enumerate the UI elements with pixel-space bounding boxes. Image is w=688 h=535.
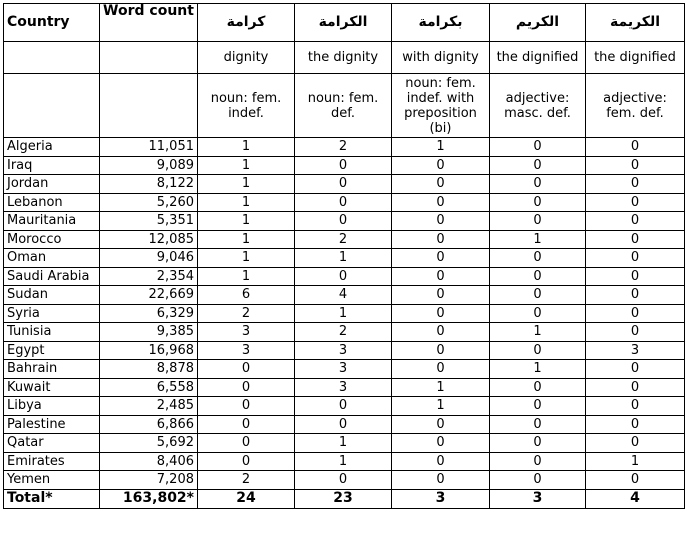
empty-cell xyxy=(4,42,100,74)
count-cell: 0 xyxy=(490,267,586,286)
count-cell: 1 xyxy=(295,249,392,268)
count-cell: 0 xyxy=(392,304,490,323)
country-cell: Iraq xyxy=(4,156,100,175)
table-row xyxy=(4,193,685,212)
total-value: 24 xyxy=(198,489,295,508)
count-cell: 0 xyxy=(490,397,586,416)
count-cell: 0 xyxy=(392,230,490,249)
count-cell: 0 xyxy=(198,397,295,416)
count-cell: 0 xyxy=(586,267,685,286)
total-value: 3 xyxy=(392,489,490,508)
count-cell: 0 xyxy=(586,415,685,434)
word-count-header: Word count xyxy=(100,4,198,42)
count-cell: 0 xyxy=(490,212,586,231)
count-cell: 2 xyxy=(295,230,392,249)
count-cell: 2 xyxy=(198,304,295,323)
table-row xyxy=(4,341,685,360)
count-cell: 0 xyxy=(392,212,490,231)
count-cell: 0 xyxy=(392,249,490,268)
table-row xyxy=(4,249,685,268)
arabic-term-header: الكريم xyxy=(490,4,586,42)
count-cell: 0 xyxy=(392,471,490,490)
count-cell: 0 xyxy=(586,434,685,453)
count-cell: 0 xyxy=(490,341,586,360)
count-cell: 0 xyxy=(295,175,392,194)
count-cell: 0 xyxy=(586,156,685,175)
table-row xyxy=(4,212,685,231)
count-cell: 0 xyxy=(586,323,685,342)
count-cell: 1 xyxy=(198,193,295,212)
count-cell: 3 xyxy=(586,341,685,360)
total-value: 3 xyxy=(490,489,586,508)
data-body xyxy=(4,138,685,490)
grammar-cell: noun: fem. def. xyxy=(295,74,392,138)
word-count-cell: 8,406 xyxy=(100,452,198,471)
count-cell: 1 xyxy=(392,138,490,157)
word-count-cell: 5,260 xyxy=(100,193,198,212)
country-cell: Syria xyxy=(4,304,100,323)
arabic-term-header: كرامة xyxy=(198,4,295,42)
count-cell: 0 xyxy=(295,397,392,416)
count-cell: 0 xyxy=(295,212,392,231)
count-cell: 0 xyxy=(295,267,392,286)
word-count-cell: 12,085 xyxy=(100,230,198,249)
gloss-cell: the dignified xyxy=(490,42,586,74)
count-cell: 0 xyxy=(198,452,295,471)
country-cell: Kuwait xyxy=(4,378,100,397)
count-cell: 0 xyxy=(490,378,586,397)
word-count-cell: 16,968 xyxy=(100,341,198,360)
count-cell: 0 xyxy=(490,138,586,157)
count-cell: 0 xyxy=(198,434,295,453)
country-header: Country xyxy=(4,4,100,42)
count-cell: 0 xyxy=(198,415,295,434)
count-cell: 1 xyxy=(198,138,295,157)
gloss-cell: dignity xyxy=(198,42,295,74)
count-cell: 0 xyxy=(392,360,490,379)
total-row xyxy=(4,489,685,508)
table-row xyxy=(4,267,685,286)
total-value: 23 xyxy=(295,489,392,508)
count-cell: 6 xyxy=(198,286,295,305)
count-cell: 1 xyxy=(198,156,295,175)
country-cell: Libya xyxy=(4,397,100,416)
country-cell: Lebanon xyxy=(4,193,100,212)
count-cell: 0 xyxy=(586,175,685,194)
total-label: Total* xyxy=(4,489,100,508)
grammar-cell: adjective: fem. def. xyxy=(586,74,685,138)
table-row xyxy=(4,175,685,194)
count-cell: 0 xyxy=(586,249,685,268)
table-row xyxy=(4,286,685,305)
count-cell: 0 xyxy=(295,415,392,434)
count-cell: 1 xyxy=(392,378,490,397)
word-count-cell: 7,208 xyxy=(100,471,198,490)
count-cell: 1 xyxy=(392,397,490,416)
word-count-cell: 5,692 xyxy=(100,434,198,453)
country-cell: Emirates xyxy=(4,452,100,471)
count-cell: 0 xyxy=(198,378,295,397)
word-count-cell: 11,051 xyxy=(100,138,198,157)
total-word-count: 163,802* xyxy=(100,489,198,508)
country-cell: Sudan xyxy=(4,286,100,305)
count-cell: 0 xyxy=(490,156,586,175)
word-count-cell: 6,558 xyxy=(100,378,198,397)
count-cell: 1 xyxy=(295,452,392,471)
country-cell: Mauritania xyxy=(4,212,100,231)
count-cell: 0 xyxy=(490,286,586,305)
count-cell: 1 xyxy=(295,434,392,453)
count-cell: 0 xyxy=(490,249,586,268)
count-cell: 0 xyxy=(490,304,586,323)
country-cell: Tunisia xyxy=(4,323,100,342)
word-frequency-table xyxy=(3,3,685,509)
total-value: 4 xyxy=(586,489,685,508)
word-count-cell: 22,669 xyxy=(100,286,198,305)
count-cell: 1 xyxy=(198,175,295,194)
count-cell: 3 xyxy=(295,378,392,397)
gloss-cell: the dignity xyxy=(295,42,392,74)
count-cell: 0 xyxy=(392,415,490,434)
count-cell: 0 xyxy=(392,193,490,212)
count-cell: 0 xyxy=(392,341,490,360)
gloss-cell: the dignified xyxy=(586,42,685,74)
country-cell: Palestine xyxy=(4,415,100,434)
count-cell: 0 xyxy=(295,193,392,212)
table-row xyxy=(4,323,685,342)
grammar-cell: noun: fem. indef. with preposition (bi) xyxy=(392,74,490,138)
empty-cell xyxy=(100,42,198,74)
gloss-row xyxy=(4,42,685,74)
count-cell: 0 xyxy=(586,286,685,305)
count-cell: 0 xyxy=(586,378,685,397)
count-cell: 1 xyxy=(198,230,295,249)
count-cell: 0 xyxy=(295,156,392,175)
arabic-term-header: بكرامة xyxy=(392,4,490,42)
table-row xyxy=(4,397,685,416)
word-count-cell: 6,329 xyxy=(100,304,198,323)
header-row xyxy=(4,4,685,42)
count-cell: 2 xyxy=(198,471,295,490)
count-cell: 3 xyxy=(295,341,392,360)
table-row xyxy=(4,304,685,323)
country-cell: Algeria xyxy=(4,138,100,157)
count-cell: 0 xyxy=(392,175,490,194)
count-cell: 1 xyxy=(586,452,685,471)
word-count-cell: 8,122 xyxy=(100,175,198,194)
word-count-cell: 9,089 xyxy=(100,156,198,175)
count-cell: 3 xyxy=(198,341,295,360)
count-cell: 2 xyxy=(295,323,392,342)
table-row xyxy=(4,471,685,490)
country-cell: Oman xyxy=(4,249,100,268)
word-count-cell: 9,385 xyxy=(100,323,198,342)
country-cell: Bahrain xyxy=(4,360,100,379)
word-count-cell: 2,485 xyxy=(100,397,198,416)
country-cell: Morocco xyxy=(4,230,100,249)
count-cell: 1 xyxy=(198,212,295,231)
country-cell: Egypt xyxy=(4,341,100,360)
count-cell: 1 xyxy=(295,304,392,323)
count-cell: 0 xyxy=(392,156,490,175)
arabic-term-header: الكرامة xyxy=(295,4,392,42)
count-cell: 0 xyxy=(490,175,586,194)
country-cell: Jordan xyxy=(4,175,100,194)
count-cell: 4 xyxy=(295,286,392,305)
word-count-cell: 9,046 xyxy=(100,249,198,268)
count-cell: 0 xyxy=(490,415,586,434)
count-cell: 1 xyxy=(198,267,295,286)
count-cell: 3 xyxy=(295,360,392,379)
count-cell: 0 xyxy=(392,286,490,305)
table-row xyxy=(4,156,685,175)
count-cell: 0 xyxy=(490,434,586,453)
count-cell: 1 xyxy=(490,230,586,249)
count-cell: 0 xyxy=(295,471,392,490)
count-cell: 0 xyxy=(490,193,586,212)
count-cell: 2 xyxy=(295,138,392,157)
count-cell: 0 xyxy=(392,452,490,471)
word-count-cell: 2,354 xyxy=(100,267,198,286)
count-cell: 3 xyxy=(198,323,295,342)
grammar-cell: adjective: masc. def. xyxy=(490,74,586,138)
count-cell: 0 xyxy=(586,212,685,231)
count-cell: 0 xyxy=(586,397,685,416)
count-cell: 0 xyxy=(586,471,685,490)
grammar-row xyxy=(4,74,685,138)
count-cell: 1 xyxy=(490,360,586,379)
word-count-cell: 8,878 xyxy=(100,360,198,379)
word-count-cell: 5,351 xyxy=(100,212,198,231)
table-row xyxy=(4,230,685,249)
count-cell: 0 xyxy=(586,360,685,379)
count-cell: 0 xyxy=(198,360,295,379)
table-row xyxy=(4,452,685,471)
table-row xyxy=(4,415,685,434)
country-cell: Yemen xyxy=(4,471,100,490)
count-cell: 0 xyxy=(392,434,490,453)
table-row xyxy=(4,138,685,157)
table-row xyxy=(4,378,685,397)
count-cell: 0 xyxy=(392,267,490,286)
table-row xyxy=(4,434,685,453)
count-cell: 1 xyxy=(490,323,586,342)
count-cell: 0 xyxy=(586,193,685,212)
arabic-term-header: الكريمة xyxy=(586,4,685,42)
count-cell: 0 xyxy=(586,230,685,249)
count-cell: 0 xyxy=(586,138,685,157)
grammar-cell: noun: fem. indef. xyxy=(198,74,295,138)
gloss-cell: with dignity xyxy=(392,42,490,74)
empty-cell xyxy=(4,74,100,138)
country-cell: Qatar xyxy=(4,434,100,453)
count-cell: 0 xyxy=(490,452,586,471)
word-count-cell: 6,866 xyxy=(100,415,198,434)
country-cell: Saudi Arabia xyxy=(4,267,100,286)
count-cell: 0 xyxy=(586,304,685,323)
table-row xyxy=(4,360,685,379)
empty-cell xyxy=(100,74,198,138)
count-cell: 0 xyxy=(392,323,490,342)
count-cell: 1 xyxy=(198,249,295,268)
count-cell: 0 xyxy=(490,471,586,490)
